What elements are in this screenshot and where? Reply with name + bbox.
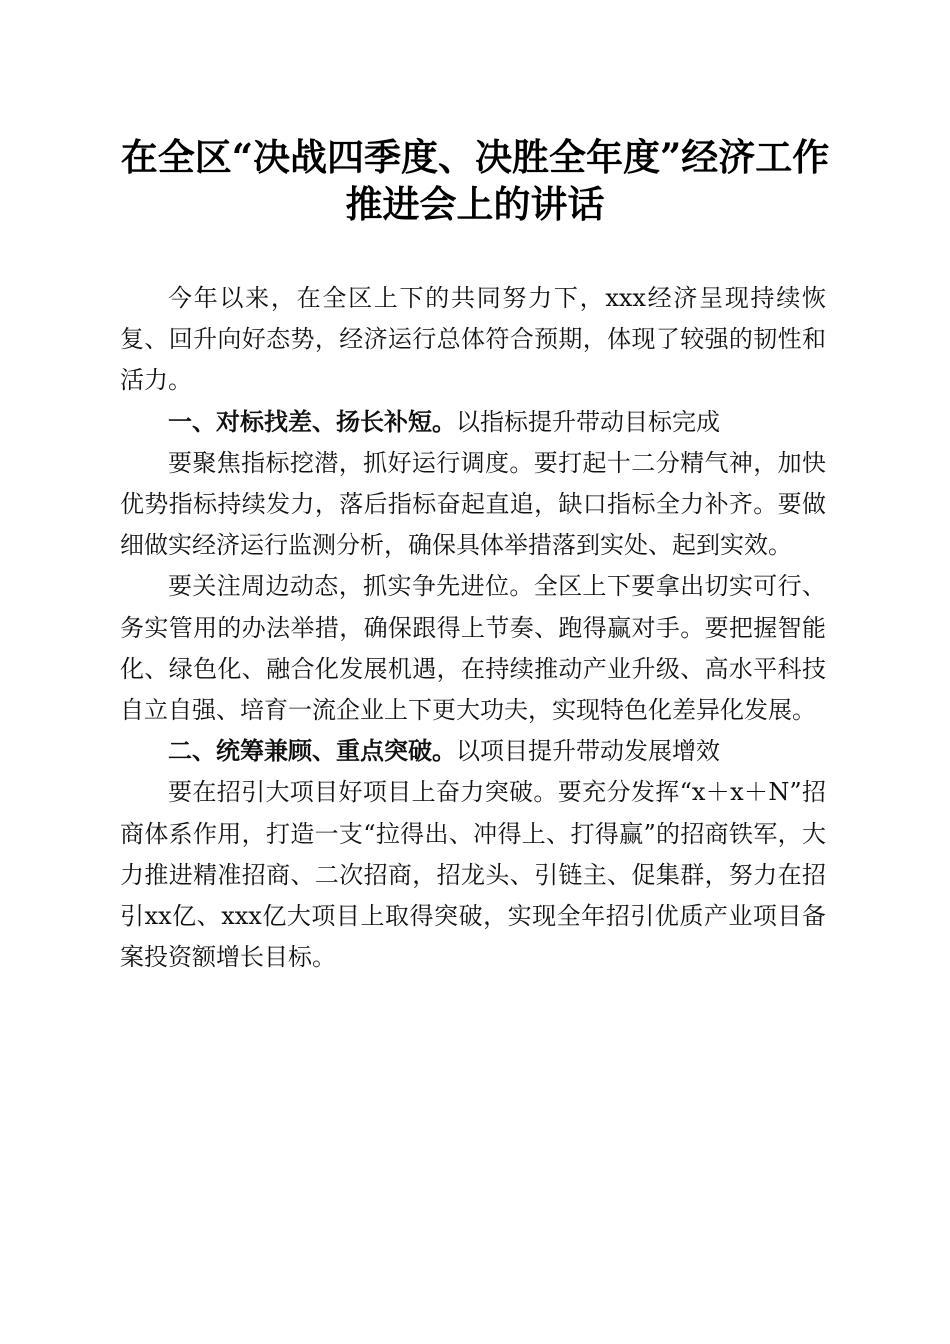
- section-1-heading-bold: 一、对标找差、扬长补短。: [168, 407, 456, 436]
- page-title: [100, 134, 850, 228]
- document-body: [120, 278, 826, 978]
- intro-paragraph: 今年以来，在全区上下的共同努力下，xxx经济呈现持续恢复、回升向好态势，经济运行总体符合预期，体现了较强的韧性和活力。: [120, 284, 826, 395]
- title-line-2: 推进会上的讲话: [345, 182, 605, 226]
- section-2-heading: [120, 731, 826, 772]
- section-1-paragraph-1: 要聚焦指标挖潜，抓好运行调度。要打起十二分精气神，加快优势指标持续发力，落后指标奋起直追，缺口指标全力补齐。要做细做实经济运行监测分析，确保具体举措落到实处、起到实效。: [120, 448, 826, 560]
- section-1-heading: [120, 402, 826, 443]
- section-1-paragraph-2: 要关注周边动态，抓实争先进位。全区上下要拿出切实可行、务实管用的办法举措，确保跟得上节奏、跑得赢对手。要把握智能化、绿色化、融合化发展机遇，在持续推动产业升级、高水平科技自立自强、培育一流企业上下更大功夫，实现特色化差异化发展。: [120, 572, 826, 725]
- section-2-heading-rest: 以项目提升带动发展增效: [456, 737, 720, 766]
- section-1-heading-rest: 以指标提升带动目标完成: [456, 407, 720, 436]
- title-line-1: 在全区“决战四季度、决胜全年度”经济工作: [120, 135, 830, 179]
- section-2-paragraph-1: 要在招引大项目好项目上奋力突破。要充分发挥“x＋x＋N”招商体系作用，打造一支“拉得出、冲得上、打得赢”的招商铁军，大力推进精准招商、二次招商，招龙头、引链主、促集群，努力在招引xx亿、xxx亿大项目上取得突破，实现全年招引优质产业项目备案投资额增长目标。: [120, 778, 826, 972]
- section-2-heading-bold: 二、统筹兼顾、重点突破。: [168, 737, 456, 766]
